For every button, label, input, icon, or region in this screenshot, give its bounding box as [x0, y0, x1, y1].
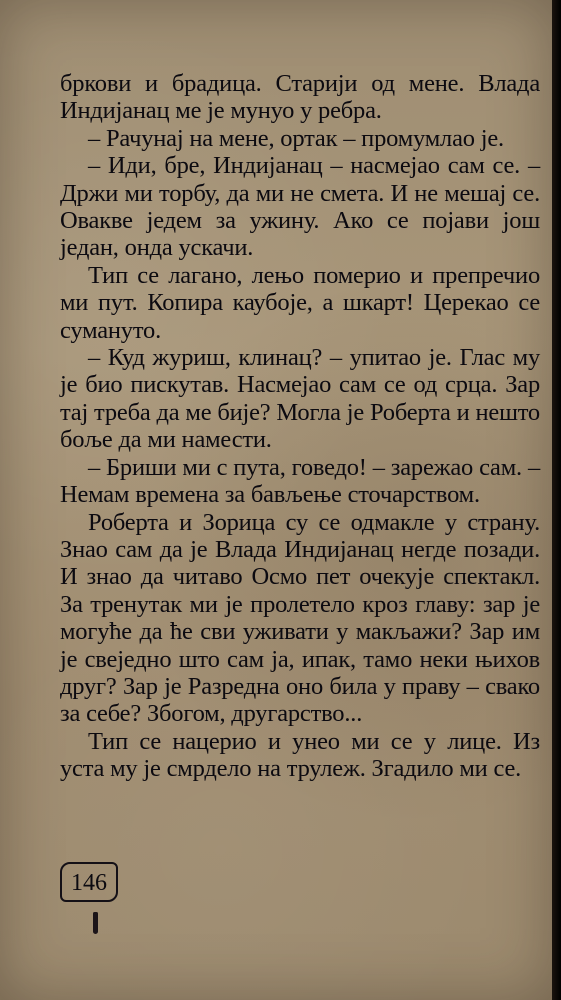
paragraph-2: – Рачунај на мене, ортак – промумлао је.: [88, 124, 504, 152]
paragraph-6: – Бриши ми с пута, говедо! – зарежао сам. – Немам времена за бављење сточарством.: [60, 453, 540, 509]
paragraph-7: Роберта и Зорица су се одмакле у страну. Знао сам да је Влада Индијанац негде позади. И знао да читаво Осмо пет очекује спектакл. За тренутак ми је пролетело кроз главу: зар је могуће да ће сви уживати у макљажи? Зар им је свеједно што сам ја, ипак, тамо неки њихов друг? Зар је Разредна оно била у праву – свако за себе? Збогом, другарство...: [60, 508, 540, 728]
paragraph-3: – Иди, бре, Индијанац – насмејао сам се. – Држи ми торбу, да ми не смета. И не мешај се. Овакве једем за ужину. Ако се појави још један, онда ускачи.: [60, 152, 540, 262]
paragraph-8: Тип се нацерио и унео ми се у лице. Из уста му је смрдело на трулеж. Згадило ми се.: [60, 727, 540, 783]
paragraph-4: Тип се лагано, лењо померио и препречио ми пут. Копира каубоје, а шкарт! Церекао се сумануто.: [60, 261, 540, 344]
paragraph-5: – Куд журиш, клинац? – упитао је. Глас му је био пискутав. Насмејао сам се од срца. Зар тај треба да ме бије? Могла је Роберта и нешто боље да ми намести.: [60, 344, 540, 454]
page-number: 146: [60, 862, 118, 902]
paragraph-1: бркови и брадица. Старији од мене. Влада Индијанац ме је мунуо у ребра.: [60, 70, 540, 125]
body-text: [60, 70, 540, 783]
page-edge-shadow: [552, 0, 561, 1000]
ink-mark: [93, 912, 98, 934]
